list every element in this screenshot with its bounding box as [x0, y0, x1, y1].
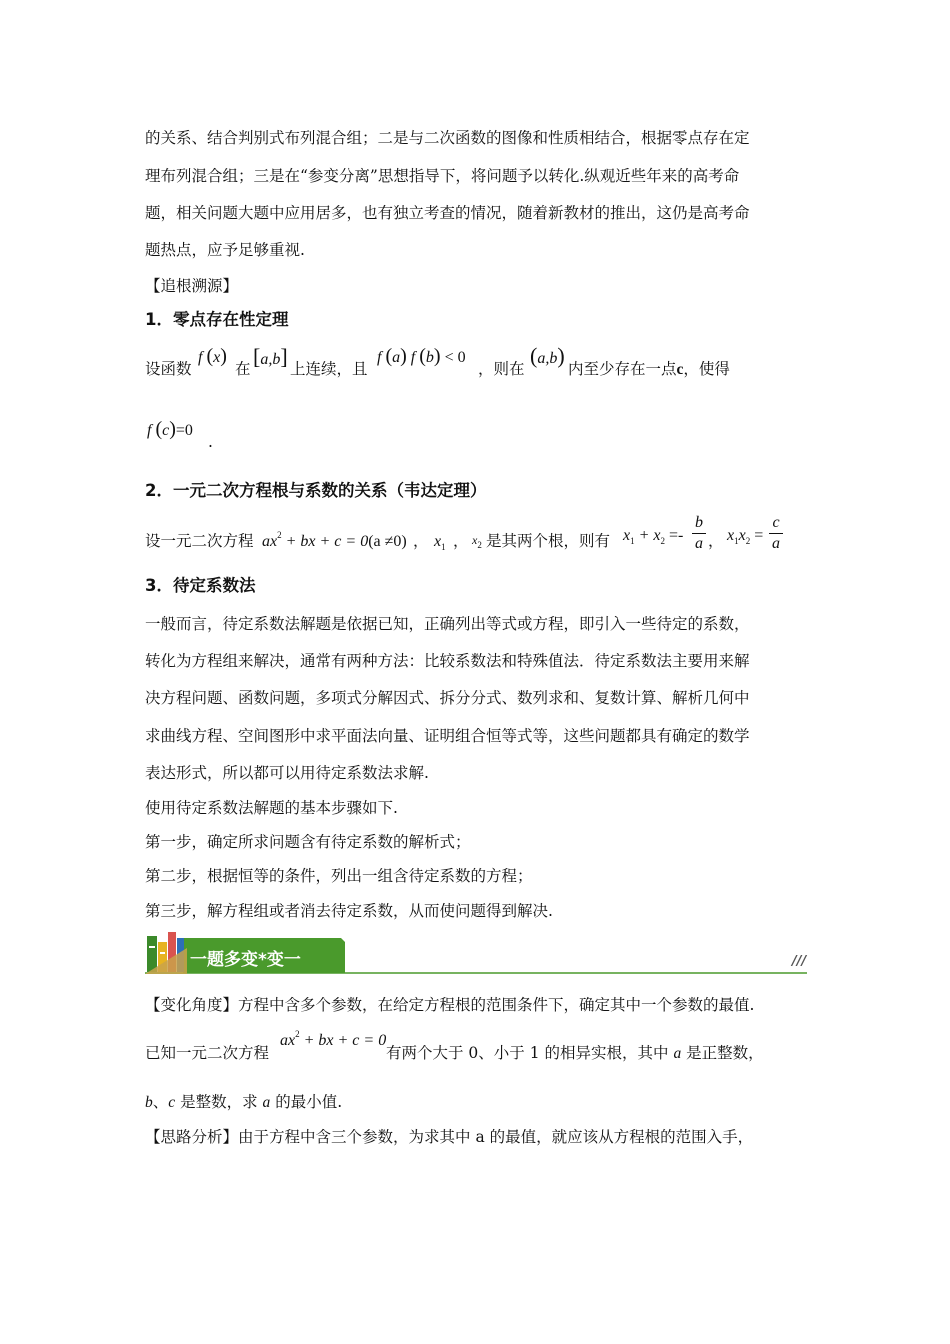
section3-title: 3．待定系数法 [145, 576, 256, 595]
q2-text1: 、 [152, 1093, 169, 1111]
sum-eq: =- [669, 527, 684, 544]
intro-line-1: 的关系、结合判别式布列混合组；二是与二次函数的图像和性质相结合，根据零点存在定 [145, 129, 750, 147]
section2-root-x2 [472, 533, 482, 550]
section2-vieta-product [727, 527, 763, 546]
section2-title: 2．一元二次方程根与系数的关系（韦达定理） [145, 481, 487, 500]
point-c: c [676, 361, 684, 378]
q2-text3: 的最小值. [275, 1093, 343, 1111]
fc-arg: c [162, 422, 170, 439]
cond-a: a [392, 349, 401, 366]
root-x: x [434, 533, 442, 550]
fc-rest: =0 [175, 422, 193, 439]
section1-text-d: ，则在 [478, 360, 525, 378]
q-c: 是正整数， [686, 1044, 764, 1062]
section2-quadratic-eq [262, 530, 407, 551]
section3-p2: 转化为方程组来解决，通常有两种方法：比较系数法和特殊值法．待定系数法主要用来解 [145, 652, 750, 670]
section1-text-c: 上连续，且 [290, 360, 368, 378]
prod-x2: x [738, 527, 746, 544]
sum-x1: x [623, 527, 631, 544]
section1-open-interval: (a,b) [530, 343, 565, 368]
books-icon [145, 932, 187, 974]
variant-quadratic-eq [280, 1029, 386, 1050]
variant-question-2 [145, 1092, 342, 1113]
prod-x1: x [727, 527, 735, 544]
section2-comma1: ， [413, 532, 429, 550]
prod-eq: = [754, 527, 764, 544]
frac2-num: c [772, 514, 780, 531]
sum-lhs: + x [638, 527, 661, 544]
eq-sq: 2 [277, 530, 282, 540]
open-interval-value: a,b [537, 350, 558, 367]
q-eq-ax: ax [280, 1032, 296, 1049]
analysis-text: 由于方程中含三个参数，为求其中 a 的最值，就应该从方程根的范围入手， [238, 1128, 754, 1146]
q2-text2: 是整数，求 [180, 1093, 258, 1111]
angle-text: 方程中含多个参数，在给定方程根的范围条件下，确定其中一个参数的最值. [238, 996, 755, 1014]
banner-slash-mark: /// [792, 954, 807, 969]
section3-p5: 表达形式，所以都可以用待定系数法求解. [145, 764, 429, 782]
q2-c: c [168, 1094, 176, 1111]
intro-line-4: 题热点，应予足够重视. [145, 241, 305, 259]
section1-text-b: 在 [235, 360, 251, 378]
section1-period: . [208, 433, 213, 451]
prod-sub2: 2 [745, 536, 751, 546]
section1-func-fx: f (x) [198, 345, 227, 367]
q2-b: b [145, 1094, 153, 1111]
frac1-num: b [695, 514, 703, 531]
section3-p4: 求曲线方程、空间图形中求平面法向量、证明组合恒等式等，这些问题都具有确定的数学 [145, 727, 750, 745]
section3-p1: 一般而言，待定系数法解题是依据已知，正确列出等式或方程，即引入一些待定的系数， [145, 615, 750, 633]
variant-angle [145, 995, 754, 1015]
func-name: f [198, 349, 203, 366]
variant-question-b [386, 1043, 764, 1064]
section3-step2: 第二步，根据恒等的条件，列出一组含待定系数的方程； [145, 867, 533, 885]
frac1-den: a [695, 535, 703, 552]
section2-root-x1 [434, 533, 446, 552]
section1-interval: [a,b] [253, 344, 288, 369]
variant-analysis [145, 1127, 753, 1147]
section2-fraction-b-over-a [692, 514, 706, 553]
q-eq-sq: 2 [295, 1029, 300, 1039]
root-sub2: 2 [477, 540, 482, 550]
variant-question-a: 已知一元二次方程 [145, 1044, 270, 1062]
sum-sub1: 1 [630, 536, 635, 546]
section3-step1: 第一步，确定所求问题含有待定系数的解析式； [145, 833, 471, 851]
trace-heading: 【追根溯源】 [145, 277, 239, 295]
root-x2: x [472, 533, 478, 547]
eq-rest: + bx + c = 0 [285, 533, 369, 550]
text-f: ，使得 [683, 360, 730, 378]
prod-sub1: 1 [734, 536, 739, 546]
func-var: x [213, 349, 221, 366]
section2-comma2: ， [453, 532, 469, 550]
section2-vieta-sum [623, 527, 683, 546]
frac2-den: a [772, 535, 780, 552]
banner-title: 一题多变*变一 [190, 950, 301, 970]
q-b: 有两个大于 0、小于 1 的相异实根，其中 [386, 1044, 669, 1062]
section3-p6: 使用待定系数法解题的基本步骤如下. [145, 799, 398, 817]
section1-title: 1．零点存在性定理 [145, 310, 289, 329]
q2-a: a [262, 1094, 271, 1111]
section2-text-a: 设一元二次方程 [145, 532, 254, 550]
section3-step3: 第三步，解方程组或者消去待定系数，从而使问题得到解决. [145, 902, 553, 920]
interval-value: a,b [260, 351, 281, 368]
section2-fraction-c-over-a [769, 514, 783, 553]
section1-text-e [568, 359, 730, 380]
intro-line-3: 题，相关问题大题中应用居多，也有独立考查的情况，随着新教材的推出，这仍是高考命 [145, 204, 750, 222]
eq-cond: (a ≠0) [368, 533, 407, 550]
cond-rest: < 0 [444, 349, 466, 366]
frac2-bar [769, 533, 783, 534]
section3-p3: 决方程问题、函数问题，多项式分解因式、拆分分式、数列求和、复数计算、解析几何中 [145, 689, 750, 707]
cond-b: b [425, 349, 434, 366]
intro-line-2: 理布列混合组；三是在“参变分离”思想指导下，将问题予以转化.纵观近些年来的高考命 [145, 167, 740, 185]
text-e: 内至少存在一点 [568, 360, 677, 378]
eq-ax: ax [262, 533, 278, 550]
frac1-bar [692, 533, 706, 534]
q-eq-rest: + bx + c = 0 [303, 1032, 387, 1049]
angle-label: 【变化角度】 [145, 996, 239, 1014]
section1-condition: f (a) f (b) < 0 [377, 345, 466, 367]
section2-text-b: 是其两个根，则有 [486, 532, 611, 550]
section1-text-a: 设函数 [145, 360, 192, 378]
analysis-label: 【思路分析】 [145, 1128, 239, 1146]
root-sub1: 1 [441, 542, 446, 552]
sum-sub2: 2 [660, 536, 666, 546]
section2-comma3: ， [708, 532, 724, 550]
q-a-var: a [673, 1045, 682, 1062]
section1-fc-equation: f (c)=0 [147, 418, 193, 440]
